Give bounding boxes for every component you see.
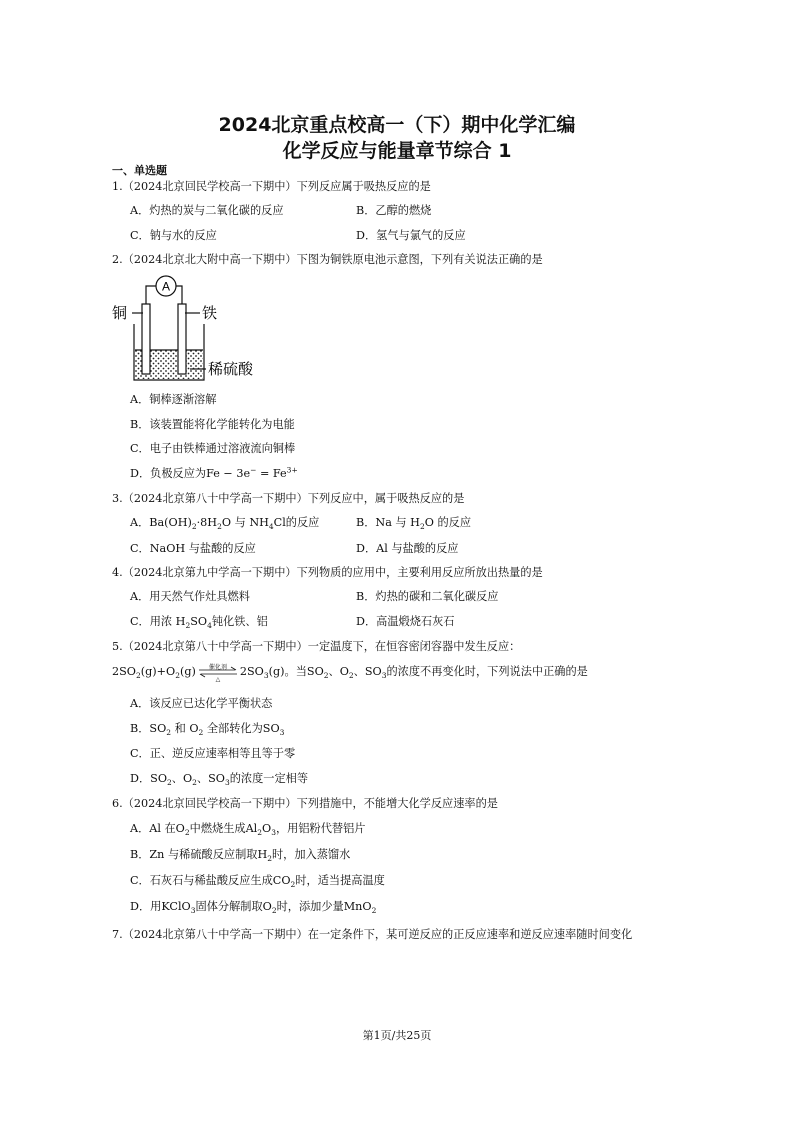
q6-option-c: C．石灰石与稀盐酸反应生成$CO_2$时，适当提高温度: [130, 874, 385, 890]
q1-option-b: B．乙醇的燃烧: [356, 204, 432, 217]
q6-option-b: B．Zn 与稀硫酸反应制取$H_2$时，加入蒸馏水: [130, 848, 351, 864]
wire-left: [146, 286, 156, 304]
q2-option-a: A．铜棒逐渐溶解: [130, 393, 217, 406]
copper-label: 铜: [112, 304, 128, 322]
doc-title-line1: 2024北京重点校高一（下）期中化学汇编: [218, 114, 576, 136]
q6-option-d: D．用KClO$_3$固体分解制取$O_2$时，添加少量MnO$_2$: [130, 900, 377, 916]
q5-option-c: C．正、逆反应速率相等且等于零: [130, 747, 296, 760]
doc-title-line2: 化学反应与能量章节综合 1: [282, 140, 512, 162]
q3-option-b: B．Na 与 $H_2O$ 的反应: [356, 516, 472, 532]
q5-option-a: A．该反应已达化学平衡状态: [130, 697, 273, 710]
cu-fe-cell-diagram: [112, 272, 272, 384]
q1-option-c: C．钠与水的反应: [130, 229, 217, 242]
q5-option-d: D．$SO_2$、$O_2$、$SO_3$的浓度一定相等: [130, 772, 309, 788]
q5-equation-line: $2SO_2(g)+O_2(g)$ 催化剂 △ $2SO_3(g)$。当$SO_2$、$O_2$、$SO_3$的浓度不再变化时，下列说法中正确的是: [112, 664, 588, 683]
question-4-stem: 4.（2024北京第九中学高一下期中）下列物质的应用中，主要利用反应所放出热量的是: [112, 566, 543, 579]
question-5-stem: 5.（2024北京第八十中学高一下期中）一定温度下，在恒容密闭容器中发生反应：: [112, 640, 521, 653]
q5-option-b: B．$SO_2$ 和 $O_2$ 全部转化为$SO_3$: [130, 722, 285, 738]
q2-option-b: B．该装置能将化学能转化为电能: [130, 418, 295, 431]
q1-option-d: D．氢气与氯气的反应: [356, 229, 466, 242]
q3-option-a: A．$Ba(OH)_2\cdot 8H_2O$ 与 $NH_4Cl$的反应: [130, 516, 320, 532]
cell-diagram-svg: [112, 272, 272, 384]
q1-option-a: A．灼热的炭与二氧化碳的反应: [130, 204, 284, 217]
question-7-stem: 7.（2024北京第八十中学高一下期中）在一定条件下，某可逆反应的正反应速率和逆反应速率随时间变化: [112, 928, 633, 941]
wire-right: [176, 286, 182, 304]
q3-option-d: D．Al 与盐酸的反应: [356, 542, 459, 555]
equilibrium-arrow-icon: 催化剂 △: [198, 665, 238, 679]
question-1-stem: 1.（2024北京回民学校高一下期中）下列反应属于吸热反应的是: [112, 180, 431, 193]
q2-option-c: C．电子由铁棒通过溶液流向铜棒: [130, 442, 296, 455]
q6-option-a: A．Al 在$O_2$中燃烧生成$Al_2O_3$，用铝粉代替铝片: [130, 822, 366, 838]
page-footer: 第1页/共25页: [362, 1029, 432, 1042]
copper-electrode: [142, 304, 150, 374]
acid-label: 稀硫酸: [208, 360, 254, 378]
iron-electrode: [178, 304, 186, 374]
iron-label: 铁: [202, 304, 218, 322]
q4-option-c: C．用浓 $H_2SO_4$钝化铁、铝: [130, 615, 268, 631]
q2-option-d: D．负极反应为$Fe - 3e^- = Fe^{3+}$: [130, 465, 298, 480]
question-6-stem: 6.（2024北京回民学校高一下期中）下列措施中，不能增大化学反应速率的是: [112, 797, 498, 810]
ammeter-label: A: [161, 279, 171, 294]
q4-option-b: B．灼热的碳和二氧化碳反应: [356, 590, 499, 603]
question-3-stem: 3.（2024北京第八十中学高一下期中）下列反应中，属于吸热反应的是: [112, 492, 465, 505]
section-heading: 一、单选题: [112, 164, 167, 177]
q4-option-d: D．高温煅烧石灰石: [356, 615, 455, 628]
q3-option-c: C．NaOH 与盐酸的反应: [130, 542, 256, 555]
question-2-stem: 2.（2024北京北大附中高一下期中）下图为铜铁原电池示意图，下列有关说法正确的是: [112, 253, 543, 266]
q4-option-a: A．用天然气作灶具燃料: [130, 590, 250, 603]
